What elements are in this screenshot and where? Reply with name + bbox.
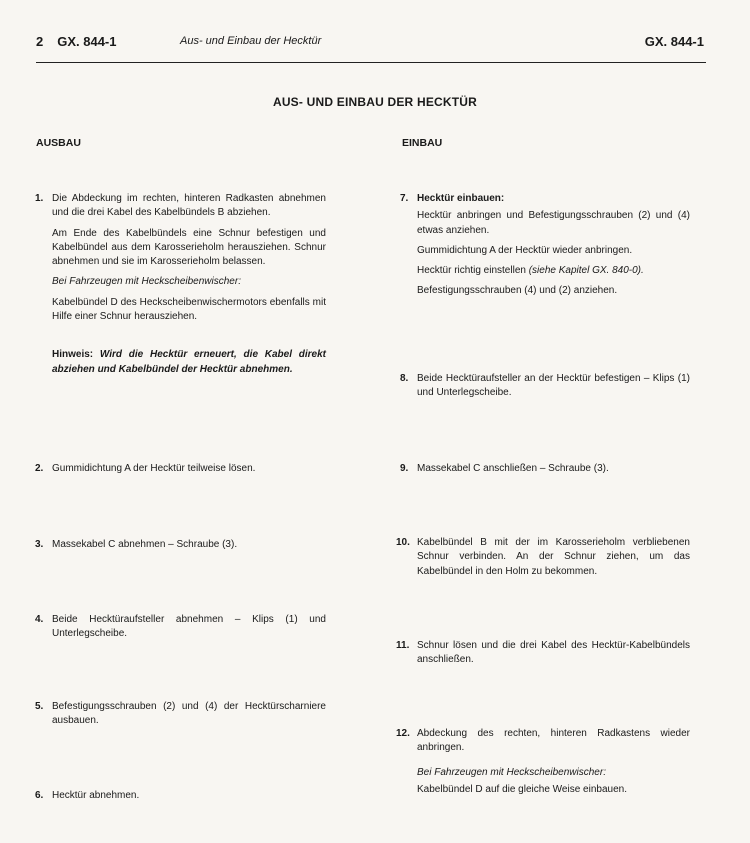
step-11 xyxy=(396,639,690,668)
step-number: 8. xyxy=(400,373,409,384)
step-number: 6. xyxy=(35,790,44,801)
step-text: Die Abdeckung im rechten, hinteren Radkasten abnehmen und die drei Kabel des Kabelbündels B abziehen. xyxy=(52,193,326,219)
hint xyxy=(52,348,326,377)
step-text: Befestigungsschrauben (2) und (4) der Hecktürscharniere ausbauen. xyxy=(52,701,326,727)
step-12 xyxy=(396,727,690,797)
step-number: 2. xyxy=(35,463,44,474)
header-rule xyxy=(36,62,706,63)
step-text: Massekabel C anschließen – Schraube (3). xyxy=(417,463,609,474)
section-heading-einbau: EINBAU xyxy=(402,137,443,149)
step-text: Gummidichtung A der Hecktür teilweise lösen. xyxy=(52,463,256,474)
step-text: Hecktür anbringen und Befestigungsschrauben (2) und (4) etwas anziehen. xyxy=(417,210,690,236)
step-number: 11. xyxy=(396,640,410,651)
step-8 xyxy=(400,372,690,401)
step-text: Hecktür abnehmen. xyxy=(52,790,140,801)
step-6 xyxy=(35,789,326,803)
step-number: 10. xyxy=(396,537,410,548)
header-left xyxy=(36,34,117,49)
step-10 xyxy=(396,536,690,579)
section-heading-ausbau: AUSBAU xyxy=(36,137,81,149)
step-5 xyxy=(35,700,326,729)
step-4 xyxy=(35,613,326,642)
step-note: Bei Fahrzeugen mit Heckscheibenwischer: xyxy=(417,766,606,778)
step-number: 3. xyxy=(35,539,44,550)
step-number: 5. xyxy=(35,701,44,712)
step-number: 1. xyxy=(35,193,44,204)
step-text: Abdeckung des rechten, hinteren Radkastens wieder anbringen. xyxy=(417,728,690,754)
header-code-right: GX. 844-1 xyxy=(644,34,704,49)
step-number: 9. xyxy=(400,463,409,474)
header-code-left: GX. 844-1 xyxy=(57,34,117,49)
step-text: Am Ende des Kabelbündels eine Schnur befestigen und Kabelbündel aus dem Karosserieholm herausziehen. Schnur abnehmen und sie im Karosserieholm belassen. xyxy=(52,227,326,268)
step-text xyxy=(417,264,690,278)
step-number: 4. xyxy=(35,614,44,625)
step-text: Befestigungsschrauben (4) und (2) anziehen. xyxy=(417,285,618,297)
step-note: Bei Fahrzeugen mit Heckscheibenwischer: xyxy=(52,276,241,288)
step-text: Kabelbündel D des Heckscheibenwischermotors ebenfalls mit Hilfe einer Schnur herausziehen. xyxy=(52,296,326,323)
step-text: Massekabel C abnehmen – Schraube (3). xyxy=(52,539,238,550)
chapter-reference: (siehe Kapitel GX. 840-0). xyxy=(528,265,644,277)
step-3 xyxy=(35,538,326,552)
step-text: Beide Hecktüraufsteller abnehmen – Klips (1) und Unterlegscheibe. xyxy=(52,614,326,640)
page-title: AUS- UND EINBAU DER HECKTÜR xyxy=(272,95,478,109)
hint-text: Wird die Hecktür erneuert, die Kabel direkt abziehen und Kabelbündel der Hecktür abnehmen. xyxy=(52,349,326,375)
step-number: 12. xyxy=(396,728,410,739)
step-text: Kabelbündel B mit der im Karosserieholm verbliebenen Schnur verbinden. An der Schnur ziehen, um das Kabelbündel in den Holm zu bekommen. xyxy=(417,537,690,577)
step-2 xyxy=(35,462,326,476)
step-title: Hecktür einbauen: xyxy=(417,193,505,204)
step-7 xyxy=(400,192,690,299)
step-text: Schnur lösen und die drei Kabel des Hecktür-Kabelbündels anschließen. xyxy=(417,640,690,666)
page-number: 2 xyxy=(36,34,44,49)
hint-label: Hinweis: xyxy=(52,349,94,361)
step-1 xyxy=(35,192,326,377)
step-9 xyxy=(400,462,690,476)
step-number: 7. xyxy=(400,193,409,204)
step-text: Gummidichtung A der Hecktür wieder anbringen. xyxy=(417,244,633,256)
step-text: Kabelbündel D auf die gleiche Weise einbauen. xyxy=(417,783,627,795)
adjust-text: Hecktür richtig einstellen xyxy=(417,265,526,277)
step-text: Beide Hecktüraufsteller an der Hecktür befestigen – Klips (1) und Unterlegscheibe. xyxy=(417,373,690,399)
header-title: Aus- und Einbau der Hecktür xyxy=(180,35,322,47)
